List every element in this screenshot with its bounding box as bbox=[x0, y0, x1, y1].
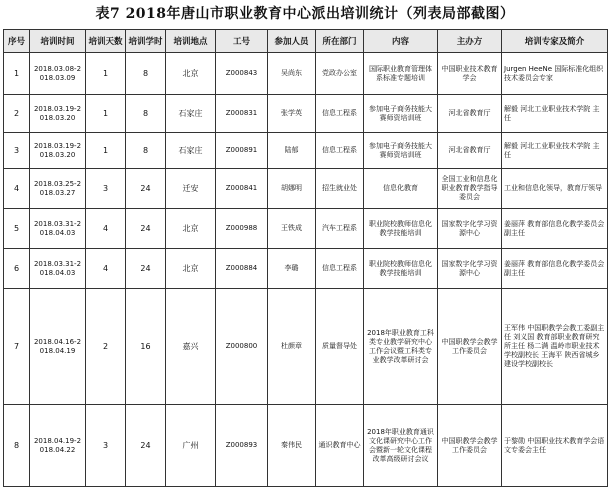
column-header: 参加人员 bbox=[268, 30, 316, 53]
cell-hours: 24 bbox=[126, 169, 166, 209]
cell-place: 石家庄 bbox=[166, 95, 216, 133]
cell-place: 北京 bbox=[166, 53, 216, 95]
table-row bbox=[4, 405, 608, 487]
cell-place: 北京 bbox=[166, 209, 216, 249]
cell-content: 2018年职业教育通识文化课研究中心工作会暨新一轮文化课程改革高级研讨会议 bbox=[364, 405, 438, 487]
cell-dept: 质量督导处 bbox=[316, 289, 364, 405]
cell-content: 职业院校教师信息化教学技能培训 bbox=[364, 209, 438, 249]
cell-expert: 姜丽萍 教育部信息化教学委员会副主任 bbox=[502, 209, 608, 249]
cell-time: 2018.04.16-2018.04.19 bbox=[30, 289, 86, 405]
cell-expert: 解毅 河北工业职业技术学院 主任 bbox=[502, 95, 608, 133]
cell-no: 6 bbox=[4, 249, 30, 289]
cell-host: 中国职教学会教学工作委员会 bbox=[438, 405, 502, 487]
column-header: 培训学时 bbox=[126, 30, 166, 53]
cell-time: 2018.03.19-2018.03.20 bbox=[30, 95, 86, 133]
cell-expert: Jurgen HeeNe 国际标准化组织技术委员会专家 bbox=[502, 53, 608, 95]
cell-id: Z000800 bbox=[216, 289, 268, 405]
table-row bbox=[4, 169, 608, 209]
cell-id: Z000891 bbox=[216, 133, 268, 169]
cell-id: Z000831 bbox=[216, 95, 268, 133]
cell-dept: 党政办公室 bbox=[316, 53, 364, 95]
cell-days: 1 bbox=[86, 95, 126, 133]
column-header: 培训地点 bbox=[166, 30, 216, 53]
cell-host: 中国职教学会教学工作委员会 bbox=[438, 289, 502, 405]
cell-person: 杜颜章 bbox=[268, 289, 316, 405]
cell-content: 参加电子商务技能大赛师资培训班 bbox=[364, 133, 438, 169]
cell-host: 国家数字化学习资源中心 bbox=[438, 209, 502, 249]
column-header: 内容 bbox=[364, 30, 438, 53]
column-header: 主办方 bbox=[438, 30, 502, 53]
column-header: 序号 bbox=[4, 30, 30, 53]
cell-time: 2018.03.31-2018.04.03 bbox=[30, 209, 86, 249]
cell-place: 迁安 bbox=[166, 169, 216, 209]
cell-no: 3 bbox=[4, 133, 30, 169]
cell-dept: 信息工程系 bbox=[316, 133, 364, 169]
cell-no: 8 bbox=[4, 405, 30, 487]
cell-place: 北京 bbox=[166, 249, 216, 289]
cell-id: Z000893 bbox=[216, 405, 268, 487]
page-title: 表7 2018年唐山市职业教育中心派出培训统计（列表局部截图） bbox=[95, 6, 515, 22]
cell-person: 胡娜明 bbox=[268, 169, 316, 209]
cell-no: 1 bbox=[4, 53, 30, 95]
cell-person: 秦伟民 bbox=[268, 405, 316, 487]
table-row bbox=[4, 289, 608, 405]
training-table bbox=[3, 29, 608, 487]
table-row bbox=[4, 133, 608, 169]
cell-dept: 信息工程系 bbox=[316, 249, 364, 289]
cell-content: 2018年职业教育工科类专业教学研究中心工作会议暨工科类专业教学改革研讨会 bbox=[364, 289, 438, 405]
column-header: 培训时间 bbox=[30, 30, 86, 53]
cell-person: 陆郁 bbox=[268, 133, 316, 169]
cell-person: 王铁成 bbox=[268, 209, 316, 249]
cell-content: 信息化教育 bbox=[364, 169, 438, 209]
cell-content: 职业院校教师信息化教学技能培训 bbox=[364, 249, 438, 289]
cell-days: 1 bbox=[86, 133, 126, 169]
cell-no: 4 bbox=[4, 169, 30, 209]
cell-time: 2018.03.19-2018.03.20 bbox=[30, 133, 86, 169]
cell-days: 2 bbox=[86, 289, 126, 405]
cell-hours: 16 bbox=[126, 289, 166, 405]
table-row bbox=[4, 209, 608, 249]
cell-person: 李璐 bbox=[268, 249, 316, 289]
cell-person: 吴尚东 bbox=[268, 53, 316, 95]
cell-place: 广州 bbox=[166, 405, 216, 487]
cell-id: Z000884 bbox=[216, 249, 268, 289]
cell-expert: 姜丽萍 教育部信息化教学委员会副主任 bbox=[502, 249, 608, 289]
cell-content: 参加电子商务技能大赛师资培训班 bbox=[364, 95, 438, 133]
cell-time: 2018.04.19-2018.04.22 bbox=[30, 405, 86, 487]
cell-expert: 于黎勋 中国职业技术教育学会语文专委会主任 bbox=[502, 405, 608, 487]
cell-content: 国际职业教育管理体系标准专题培训 bbox=[364, 53, 438, 95]
table-row bbox=[4, 95, 608, 133]
cell-hours: 8 bbox=[126, 133, 166, 169]
cell-time: 2018.03.25-2018.03.27 bbox=[30, 169, 86, 209]
cell-expert: 解毅 河北工业职业技术学院 主任 bbox=[502, 133, 608, 169]
column-header: 培训天数 bbox=[86, 30, 126, 53]
cell-no: 7 bbox=[4, 289, 30, 405]
cell-no: 5 bbox=[4, 209, 30, 249]
cell-days: 4 bbox=[86, 249, 126, 289]
cell-dept: 通识教育中心 bbox=[316, 405, 364, 487]
cell-expert: 工业和信息化领导，教育厅领导 bbox=[502, 169, 608, 209]
cell-days: 3 bbox=[86, 405, 126, 487]
cell-person: 张学英 bbox=[268, 95, 316, 133]
cell-id: Z000843 bbox=[216, 53, 268, 95]
cell-hours: 24 bbox=[126, 405, 166, 487]
column-header: 培训专家及简介 bbox=[502, 30, 608, 53]
table-row bbox=[4, 53, 608, 95]
cell-hours: 8 bbox=[126, 53, 166, 95]
cell-host: 国家数字化学习资源中心 bbox=[438, 249, 502, 289]
cell-host: 全国工业和信息化职业教育教学指导委员会 bbox=[438, 169, 502, 209]
cell-dept: 汽车工程系 bbox=[316, 209, 364, 249]
cell-host: 河北省教育厅 bbox=[438, 133, 502, 169]
cell-place: 石家庄 bbox=[166, 133, 216, 169]
cell-dept: 招生就业处 bbox=[316, 169, 364, 209]
cell-host: 河北省教育厅 bbox=[438, 95, 502, 133]
cell-days: 1 bbox=[86, 53, 126, 95]
cell-id: Z000988 bbox=[216, 209, 268, 249]
table-header-row bbox=[4, 30, 608, 53]
cell-dept: 信息工程系 bbox=[316, 95, 364, 133]
table-row bbox=[4, 249, 608, 289]
cell-place: 嘉兴 bbox=[166, 289, 216, 405]
cell-days: 4 bbox=[86, 209, 126, 249]
cell-time: 2018.03.08-2018.03.09 bbox=[30, 53, 86, 95]
cell-hours: 8 bbox=[126, 95, 166, 133]
cell-host: 中国职业技术教育学会 bbox=[438, 53, 502, 95]
cell-days: 3 bbox=[86, 169, 126, 209]
cell-time: 2018.03.31-2018.04.03 bbox=[30, 249, 86, 289]
cell-hours: 24 bbox=[126, 209, 166, 249]
column-header: 工号 bbox=[216, 30, 268, 53]
cell-hours: 24 bbox=[126, 249, 166, 289]
cell-no: 2 bbox=[4, 95, 30, 133]
cell-expert: 王军伟 中国职教学会教工委副主任 刘义国 教育部职业教育研究所主任 杨二满 温岭市职业技术学校副校长 王海平 陕西省城乡建设学校副校长 bbox=[502, 289, 608, 405]
cell-id: Z000841 bbox=[216, 169, 268, 209]
column-header: 所在部门 bbox=[316, 30, 364, 53]
